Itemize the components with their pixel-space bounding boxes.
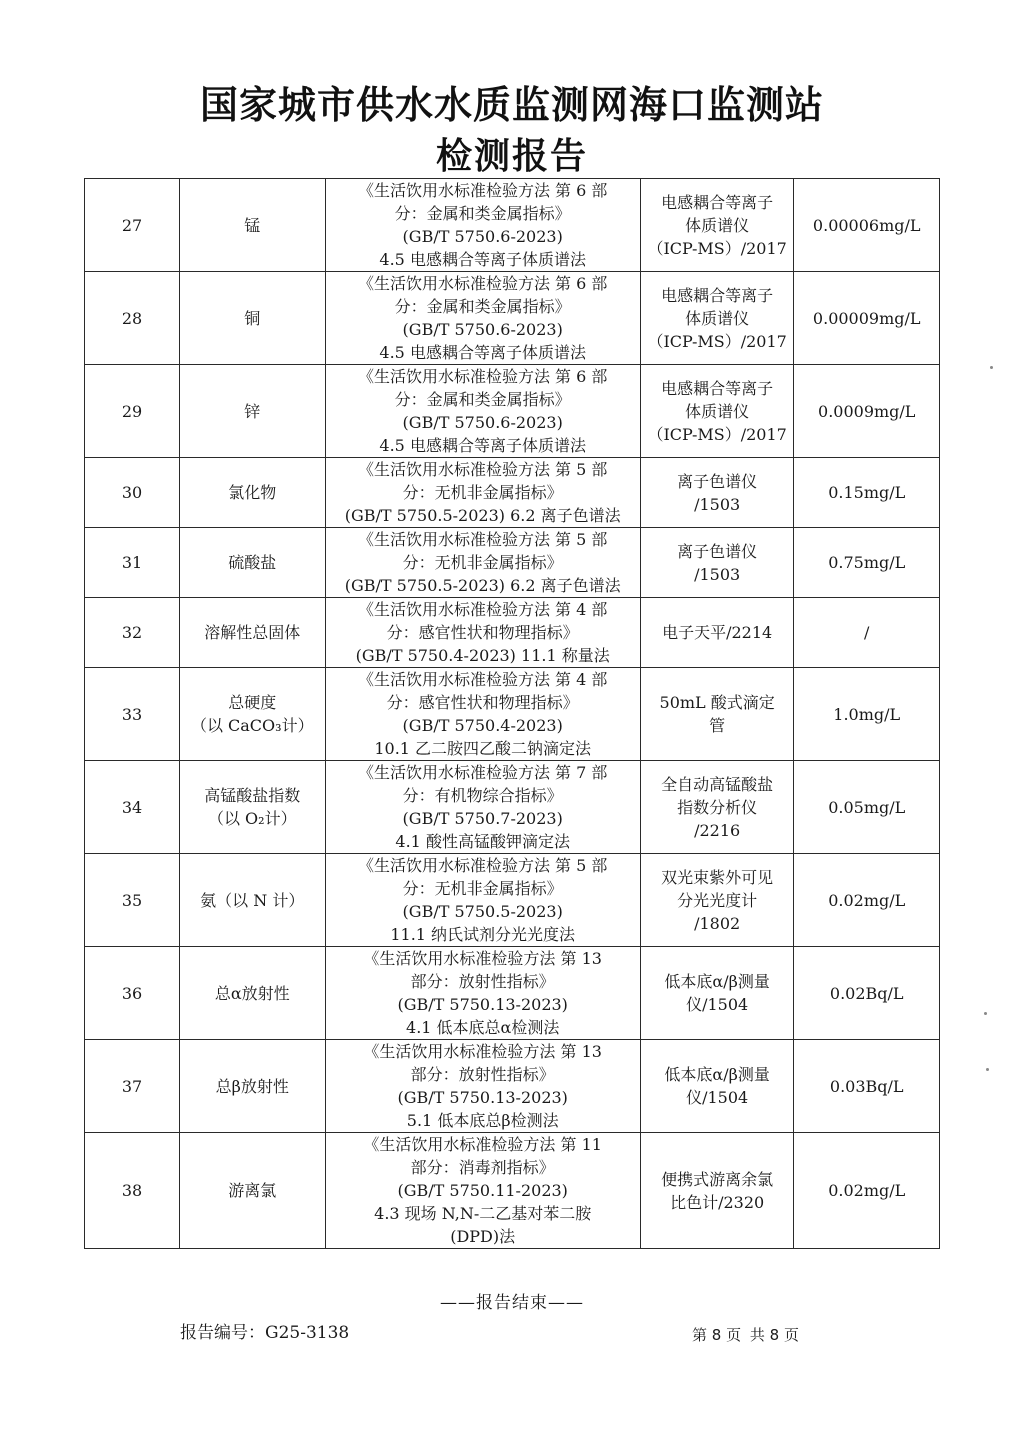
test-item-line: 氨（以 N 计） <box>200 890 305 910</box>
test-item-line: 总α放射性 <box>214 983 290 1003</box>
row-number-cell: 35 <box>85 854 180 947</box>
results-table <box>84 178 940 1249</box>
method-line: 11.1 纳氏试剂分光光度法 <box>390 925 576 944</box>
test-item-line: 铜 <box>244 308 261 328</box>
test-item-cell <box>180 598 326 668</box>
method-line: (GB/T 5750.6-2023) <box>402 320 563 339</box>
test-item-line: 锰 <box>244 215 261 235</box>
method-line: 10.1 乙二胺四乙酸二钠滴定法 <box>374 739 592 758</box>
method-cell <box>325 598 640 668</box>
test-item-cell <box>180 668 326 761</box>
detection-limit-cell: 0.0009mg/L <box>794 365 940 458</box>
method-line: (GB/T 5750.13-2023) <box>397 1088 568 1107</box>
method-line: (GB/T 5750.6-2023) <box>402 413 563 432</box>
method-line: (GB/T 5750.11-2023) <box>397 1181 568 1200</box>
instrument-cell <box>640 272 794 365</box>
method-line: 分：有机物综合指标》 <box>402 786 563 805</box>
method-line: 4.1 酸性高锰酸钾滴定法 <box>395 832 570 851</box>
instrument-line: 全自动高锰酸盐 <box>661 774 774 794</box>
test-item-cell <box>180 1133 326 1249</box>
test-item-line: 锌 <box>244 401 261 421</box>
table-row <box>85 598 940 668</box>
method-line: (GB/T 5750.5-2023) 6.2 离子色谱法 <box>344 506 621 525</box>
scan-speck <box>986 1068 989 1071</box>
method-line: 分：感官性状和物理指标》 <box>386 623 579 642</box>
test-item-line: 总β放射性 <box>215 1076 289 1096</box>
instrument-cell <box>640 1040 794 1133</box>
instrument-line: （ICP-MS）/2017 <box>647 238 787 258</box>
table-row <box>85 1133 940 1249</box>
method-line: 《生活饮用水标准检验方法 第 7 部 <box>357 763 608 782</box>
method-line: 分：金属和类金属指标》 <box>394 390 571 409</box>
method-cell <box>325 668 640 761</box>
instrument-line: 仪/1504 <box>686 995 749 1014</box>
method-line: 分：无机非金属指标》 <box>402 483 563 502</box>
instrument-line: （ICP-MS）/2017 <box>647 424 787 444</box>
table-row <box>85 761 940 854</box>
method-line: 《生活饮用水标准检验方法 第 13 <box>363 949 602 968</box>
instrument-line: 体质谱仪 <box>685 308 750 328</box>
test-item-line: 总硬度 <box>228 693 277 712</box>
instrument-line: 电感耦合等离子 <box>661 192 774 212</box>
instrument-line: 分光光度计 <box>677 890 758 910</box>
method-line: 4.5 电感耦合等离子体质谱法 <box>379 250 586 269</box>
row-number-cell: 30 <box>85 458 180 528</box>
test-item-line: 高锰酸盐指数 <box>204 786 301 805</box>
method-line: 4.3 现场 N,N-二乙基对苯二胺 <box>374 1204 592 1223</box>
row-number-cell: 27 <box>85 179 180 272</box>
instrument-line: 电子天平/2214 <box>662 623 773 642</box>
method-line: 部分：消毒剂指标》 <box>410 1158 555 1177</box>
detection-limit-cell: 0.15mg/L <box>794 458 940 528</box>
instrument-line: 体质谱仪 <box>685 401 750 421</box>
detection-limit-cell: 0.00006mg/L <box>794 179 940 272</box>
method-line: 部分：放射性指标》 <box>410 972 555 991</box>
row-number-cell: 34 <box>85 761 180 854</box>
instrument-cell <box>640 528 794 598</box>
detection-limit-cell: 0.05mg/L <box>794 761 940 854</box>
method-line: 分：金属和类金属指标》 <box>394 204 571 223</box>
detection-limit-cell: 1.0mg/L <box>794 668 940 761</box>
method-line: (GB/T 5750.4-2023) <box>402 716 563 735</box>
row-number-cell: 31 <box>85 528 180 598</box>
method-line: 《生活饮用水标准检验方法 第 5 部 <box>357 530 608 549</box>
instrument-line: /1503 <box>694 494 741 514</box>
method-cell <box>325 458 640 528</box>
detection-limit-cell: 0.02mg/L <box>794 854 940 947</box>
test-item-cell <box>180 947 326 1040</box>
instrument-line: /2216 <box>694 820 741 840</box>
detection-limit-cell: / <box>794 598 940 668</box>
method-line: 《生活饮用水标准检验方法 第 5 部 <box>357 460 608 479</box>
detection-limit-cell: 0.02Bq/L <box>794 947 940 1040</box>
method-cell <box>325 1133 640 1249</box>
method-cell <box>325 761 640 854</box>
method-line: 《生活饮用水标准检验方法 第 5 部 <box>357 856 608 875</box>
test-item-cell <box>180 854 326 947</box>
method-line: 分：金属和类金属指标》 <box>394 297 571 316</box>
instrument-line: 离子色谱仪 <box>677 471 758 491</box>
test-item-line: （以 CaCO₃计） <box>190 716 314 735</box>
method-line: (GB/T 5750.4-2023) 11.1 称量法 <box>355 646 610 665</box>
row-number-cell: 38 <box>85 1133 180 1249</box>
method-cell <box>325 1040 640 1133</box>
method-line: (GB/T 5750.13-2023) <box>397 995 568 1014</box>
instrument-cell <box>640 668 794 761</box>
test-item-line: （以 O₂计） <box>207 809 297 828</box>
method-line: (GB/T 5750.7-2023) <box>402 809 563 828</box>
instrument-line: 50mL 酸式滴定 <box>659 693 775 712</box>
method-line: 《生活饮用水标准检验方法 第 6 部 <box>357 367 608 386</box>
table-row <box>85 365 940 458</box>
instrument-line: 低本底α/β测量 <box>664 972 770 991</box>
method-cell <box>325 947 640 1040</box>
test-item-cell <box>180 1040 326 1133</box>
test-item-cell <box>180 528 326 598</box>
method-line: 《生活饮用水标准检验方法 第 4 部 <box>357 670 608 689</box>
table-row <box>85 528 940 598</box>
results-table-body <box>85 179 940 1249</box>
instrument-line: 电感耦合等离子 <box>661 378 774 398</box>
method-cell <box>325 854 640 947</box>
test-item-line: 溶解性总固体 <box>204 623 301 642</box>
test-item-line: 硫酸盐 <box>228 553 277 572</box>
instrument-line: 指数分析仪 <box>677 797 758 817</box>
instrument-cell <box>640 179 794 272</box>
instrument-line: 比色计/2320 <box>670 1192 765 1212</box>
instrument-line: 管 <box>709 716 726 735</box>
page-indicator <box>692 1324 803 1345</box>
instrument-line: 电感耦合等离子 <box>661 285 774 305</box>
method-line: 部分：放射性指标》 <box>410 1065 555 1084</box>
method-line: (DPD)法 <box>450 1227 516 1246</box>
page-number: 第 8 页 <box>692 1326 742 1344</box>
instrument-cell <box>640 947 794 1040</box>
method-line: 《生活饮用水标准检验方法 第 11 <box>363 1135 602 1154</box>
instrument-line: 仪/1504 <box>686 1088 749 1107</box>
row-number-cell: 37 <box>85 1040 180 1133</box>
row-number-cell: 36 <box>85 947 180 1040</box>
detection-limit-cell: 0.03Bq/L <box>794 1040 940 1133</box>
row-number-cell: 29 <box>85 365 180 458</box>
instrument-cell <box>640 761 794 854</box>
method-line: 分：感官性状和物理指标》 <box>386 693 579 712</box>
method-line: (GB/T 5750.6-2023) <box>402 227 563 246</box>
table-row <box>85 458 940 528</box>
row-number-cell: 28 <box>85 272 180 365</box>
table-row <box>85 1040 940 1133</box>
report-number: 报告编号：G25-3138 <box>180 1323 350 1343</box>
method-line: 4.5 电感耦合等离子体质谱法 <box>379 436 586 455</box>
instrument-line: （ICP-MS）/2017 <box>647 331 787 351</box>
method-line: 《生活饮用水标准检验方法 第 6 部 <box>357 181 608 200</box>
row-number-cell: 33 <box>85 668 180 761</box>
method-line: (GB/T 5750.5-2023) <box>402 902 563 921</box>
method-line: 《生活饮用水标准检验方法 第 6 部 <box>357 274 608 293</box>
table-row <box>85 272 940 365</box>
instrument-line: 离子色谱仪 <box>677 541 758 561</box>
page-total: 共 8 页 <box>749 1326 799 1344</box>
instrument-cell <box>640 854 794 947</box>
instrument-line: 便携式游离余氯 <box>661 1169 774 1189</box>
method-line: (GB/T 5750.5-2023) 6.2 离子色谱法 <box>344 576 621 595</box>
instrument-line: /1802 <box>694 913 741 933</box>
test-item-line: 游离氯 <box>228 1181 277 1200</box>
table-row <box>85 947 940 1040</box>
method-line: 《生活饮用水标准检验方法 第 13 <box>363 1042 602 1061</box>
report-subtitle: 检测报告 <box>435 136 588 177</box>
instrument-line: 低本底α/β测量 <box>664 1065 770 1084</box>
test-item-cell <box>180 761 326 854</box>
table-row <box>85 854 940 947</box>
table-row <box>85 179 940 272</box>
method-cell <box>325 179 640 272</box>
report-title: 国家城市供水水质监测网海口监测站 <box>199 83 824 127</box>
method-line: 分：无机非金属指标》 <box>402 553 563 572</box>
instrument-cell <box>640 598 794 668</box>
scan-speck <box>990 366 993 369</box>
method-line: 分：无机非金属指标》 <box>402 879 563 898</box>
row-number-cell: 32 <box>85 598 180 668</box>
method-cell <box>325 528 640 598</box>
test-item-cell <box>180 272 326 365</box>
method-line: 4.5 电感耦合等离子体质谱法 <box>379 343 586 362</box>
test-item-line: 氯化物 <box>228 483 277 502</box>
scan-speck <box>984 1012 987 1015</box>
instrument-line: 体质谱仪 <box>685 215 750 235</box>
detection-limit-cell: 0.02mg/L <box>794 1133 940 1249</box>
method-line: 《生活饮用水标准检验方法 第 4 部 <box>357 600 608 619</box>
instrument-cell <box>640 458 794 528</box>
test-item-cell <box>180 365 326 458</box>
instrument-line: /1503 <box>694 564 741 584</box>
report-end-mark: ——报告结束—— <box>440 1293 584 1313</box>
table-row <box>85 668 940 761</box>
instrument-line: 双光束紫外可见 <box>661 867 774 887</box>
method-cell <box>325 365 640 458</box>
method-line: 4.1 低本底总α检测法 <box>406 1018 560 1037</box>
method-cell <box>325 272 640 365</box>
method-line: 5.1 低本底总β检测法 <box>406 1111 559 1130</box>
detection-limit-cell: 0.75mg/L <box>794 528 940 598</box>
detection-limit-cell: 0.00009mg/L <box>794 272 940 365</box>
instrument-cell <box>640 365 794 458</box>
test-item-cell <box>180 458 326 528</box>
instrument-cell <box>640 1133 794 1249</box>
test-item-cell <box>180 179 326 272</box>
